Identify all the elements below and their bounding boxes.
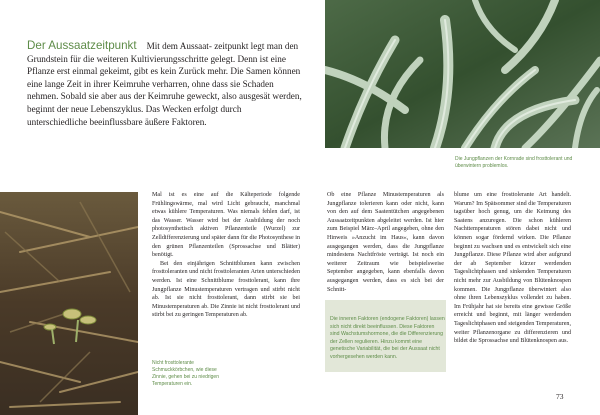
column3-paragraph: blume um eine frosttolerante Art handelt. Warum? Im Spätsommer sind die Temperaturen tagsüber hoch genug, um die Keimung des Saatens anzuregen. Die schon kühleren Nachttemperaturen stören dabei nicht und können sogar fördernd wirken. Die Pflanze beginnt zu wachsen und es entwickelt sich eine Jungpflanze. Diese Pflanze wird aber aufgrund der ab September kürzer werdenden Tageslichtphasen und sinkenden Temperaturen nicht mehr zur Ausbildung von Blütenknospen kommen. Die Jungpflanze überwintert also ohne ihren Lebenszyklus vollendet zu haben. Im Frühjahr hat sie bereits eine gewisse Größe erreicht und beginnt, mit länger werdenden Tageslichtphasen und steigenden Temperaturen, weiter Pflanzenorgane zu differenzieren und bildet die Sprossachse und Blütenknospen aus.	[454, 192, 571, 345]
photo-zinnia-seedlings	[0, 192, 138, 415]
body-column-3	[454, 191, 571, 346]
frost-photo-caption: Die Jungpflanzen der Kornrade sind frosttolerant und überwintern problemlos.	[455, 156, 573, 169]
intro-paragraph	[27, 40, 303, 128]
body-column-1	[152, 191, 300, 320]
callout-text: Die inneren Faktoren (endogene Faktoren) lassen sich nicht direkt beeinflussen. Diese Faktoren sind Wachstumshormone, die die Differenzierung der Zellen regulieren. Hinzu kommt eine genetische Variabilität, die bei der Aussaat nicht vorhergesehen werden kann.	[330, 316, 445, 360]
intro-first-line: Mit dem Aussaat-	[146, 41, 212, 51]
intro-text: zeitpunkt legt man den Grundstein für die weiteren Kultivierungsschritte gelegt. Denn ist eine Pflanze erst einmal gekeimt, gibt es kein Zurück mehr. Die Samen können eine lange Zeit in ihrer Keimruhe verharren, ohne dass sie Schaden nehmen. Sobald sie aber aus der Keimruhe geweckt, also ausgesät werden, beginnt der neue Lebenszyklus. Das Wecken erfolgt durch unterschiedliche beeinflussbare äußere Faktoren.	[27, 41, 302, 127]
seedling-photo-caption: Nicht frosttolerante Schmuckkörbchen, wie diese Zinnie, gehen bei zu niedrigen Temperaturen ein.	[152, 360, 219, 387]
page-number: 73	[556, 392, 564, 401]
body-column-2	[327, 191, 444, 294]
column1-paragraph-2: Bei den einjährigen Schnittblumen kann zwischen frosttoleranten und nicht frosttoleranten Arten unterschieden werden. Ist eine Schnittblume frosttolerant, kann ihre Jungpflanze Minustemperaturen vertragen und stirbt nicht ab. Ist sie nicht frosttolerant, dann stirbt sie bei Minustemperaturen ab. Die Zinnie ist nicht frosttolerant und stirbt bei zu geringen Temperaturen ab.	[152, 260, 300, 319]
section-heading: Der Aussaatzeitpunkt	[27, 39, 137, 52]
photo-frosted-seedlings	[325, 0, 600, 148]
column2-paragraph: Ob eine Pflanze Minustemperaturen als Jungpflanze tolerieren kann oder nicht, kann von den auf dem Saatentütchen angegebenen Aussaatzeitpunkten abgeleitet werden. Ist hier zum Beispiel März–April angegeben, ohne den Hinweis »Anzucht im Haus«, kann davon ausgegangen werden, dass die Jungpflanze mindestens Nachtfröste verträgt. Ist noch ein weiterer Zeitraum wie beispielsweise September angegeben, kann ebenfalls davon ausgegangen werden, dass es sich bei der Schnitt-	[327, 192, 444, 293]
column1-paragraph-1: Mal ist es eine auf die Kälteperiode folgende Frühlingswärme, mal wird Licht gebraucht, manchmal etwas kühlere Temperaturen. Was niemals fehlen darf, ist das Wasser. Wasser wird bei der Ausbildung der noch photosynthetisch aktiven Pflanzenteile (Wurzel) zur Zelldifferenzierung und später dann für die Photosynthese in den grünen Pflanzenteilen (Sprossachse und Blätter) benötigt.	[152, 192, 300, 259]
